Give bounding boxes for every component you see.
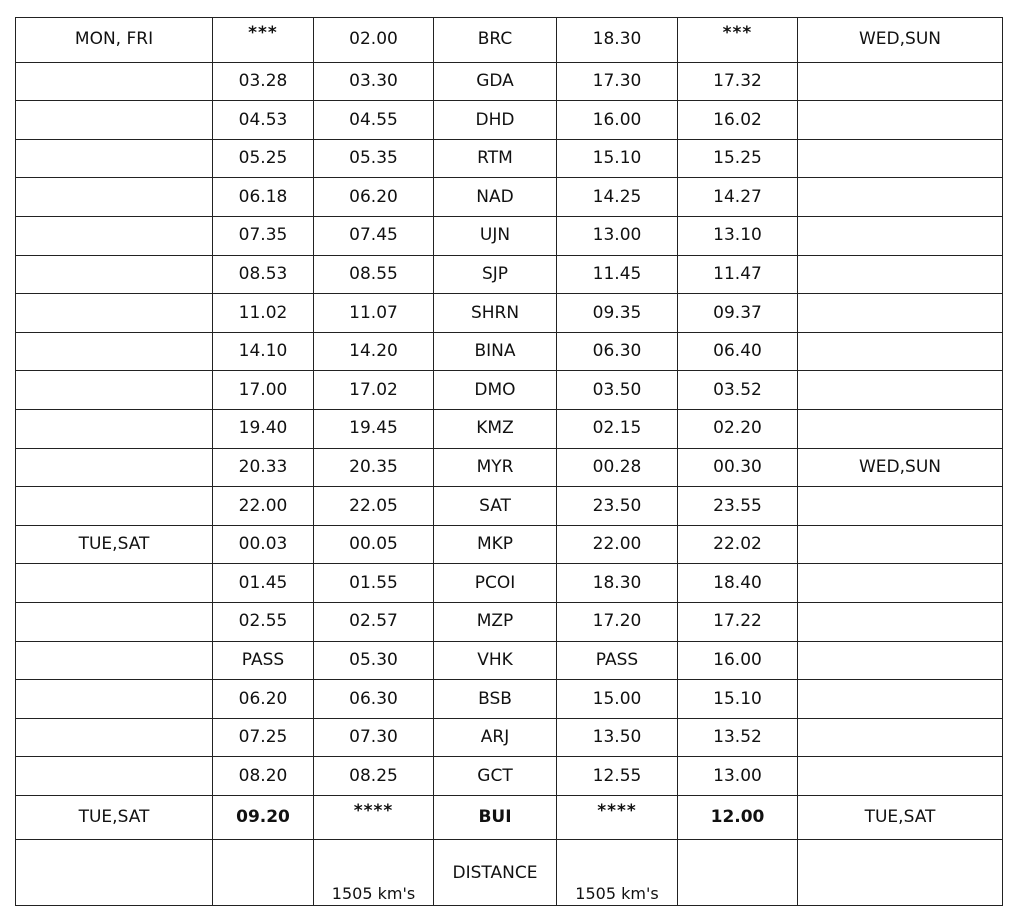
departure-down-cell: 02.57 bbox=[314, 602, 434, 641]
days-right-cell bbox=[798, 332, 1003, 371]
departure-down-cell: 17.02 bbox=[314, 371, 434, 410]
timetable-row bbox=[16, 409, 1003, 448]
departure-up-cell: 09.37 bbox=[678, 294, 798, 333]
days-left-cell bbox=[16, 255, 213, 294]
empty-cell bbox=[213, 840, 314, 906]
station-code-cell: DMO bbox=[434, 371, 557, 410]
days-right-cell bbox=[798, 409, 1003, 448]
arrival-down-cell: 17.00 bbox=[213, 371, 314, 410]
days-left-cell bbox=[16, 487, 213, 526]
timetable-row bbox=[16, 718, 1003, 757]
departure-up-cell: 13.52 bbox=[678, 718, 798, 757]
departure-down-cell: 07.45 bbox=[314, 216, 434, 255]
departure-down-cell: 04.55 bbox=[314, 101, 434, 140]
days-left-cell bbox=[16, 718, 213, 757]
days-left-cell bbox=[16, 101, 213, 140]
arrival-up-cell: 15.10 bbox=[557, 139, 678, 178]
departure-up-cell: 02.20 bbox=[678, 409, 798, 448]
days-right-cell bbox=[798, 564, 1003, 603]
days-right-cell bbox=[798, 525, 1003, 564]
empty-cell bbox=[678, 840, 798, 906]
station-code-cell: RTM bbox=[434, 139, 557, 178]
arrival-up-cell: 16.00 bbox=[557, 101, 678, 140]
departure-down-cell: 08.55 bbox=[314, 255, 434, 294]
departure-up-cell: 06.40 bbox=[678, 332, 798, 371]
departure-up-cell: 17.22 bbox=[678, 602, 798, 641]
station-code-cell: BUI bbox=[434, 795, 557, 840]
station-code-cell: VHK bbox=[434, 641, 557, 680]
days-right-cell: WED,SUN bbox=[798, 18, 1003, 63]
arrival-up-cell: 15.00 bbox=[557, 680, 678, 719]
departure-up-cell: 17.32 bbox=[678, 62, 798, 101]
arrival-up-cell: **** bbox=[557, 795, 678, 840]
timetable-body bbox=[16, 18, 1003, 906]
departure-up-cell: 12.00 bbox=[678, 795, 798, 840]
days-right-cell bbox=[798, 101, 1003, 140]
departure-down-cell: 19.45 bbox=[314, 409, 434, 448]
arrival-up-cell: 18.30 bbox=[557, 564, 678, 603]
timetable-row bbox=[16, 255, 1003, 294]
arrival-down-cell: 07.35 bbox=[213, 216, 314, 255]
up-distance-cell: 1505 km's bbox=[557, 840, 678, 906]
departure-down-cell: 01.55 bbox=[314, 564, 434, 603]
days-left-cell bbox=[16, 641, 213, 680]
arrival-down-cell: 08.53 bbox=[213, 255, 314, 294]
arrival-up-cell: 13.00 bbox=[557, 216, 678, 255]
departure-down-cell: 11.07 bbox=[314, 294, 434, 333]
days-right-cell bbox=[798, 602, 1003, 641]
days-right-cell bbox=[798, 487, 1003, 526]
departure-up-cell: 13.10 bbox=[678, 216, 798, 255]
station-code-cell: MZP bbox=[434, 602, 557, 641]
departure-up-cell: 16.02 bbox=[678, 101, 798, 140]
timetable-row bbox=[16, 487, 1003, 526]
arrival-down-cell: 02.55 bbox=[213, 602, 314, 641]
arrival-up-cell: 17.20 bbox=[557, 602, 678, 641]
timetable-row bbox=[16, 178, 1003, 217]
station-code-cell: GCT bbox=[434, 757, 557, 796]
departure-up-cell: 03.52 bbox=[678, 371, 798, 410]
station-code-cell: BRC bbox=[434, 18, 557, 63]
arrival-up-cell: 18.30 bbox=[557, 18, 678, 63]
station-code-cell: MKP bbox=[434, 525, 557, 564]
station-code-cell: ARJ bbox=[434, 718, 557, 757]
days-left-cell bbox=[16, 139, 213, 178]
days-left-cell bbox=[16, 757, 213, 796]
timetable-row bbox=[16, 294, 1003, 333]
departure-up-cell: 00.30 bbox=[678, 448, 798, 487]
departure-down-cell: 06.20 bbox=[314, 178, 434, 217]
days-left-cell: MON, FRI bbox=[16, 18, 213, 63]
arrival-up-cell: 17.30 bbox=[557, 62, 678, 101]
distance-row bbox=[16, 840, 1003, 906]
arrival-down-cell: 01.45 bbox=[213, 564, 314, 603]
arrival-up-cell: 02.15 bbox=[557, 409, 678, 448]
days-left-cell bbox=[16, 564, 213, 603]
days-left-cell bbox=[16, 680, 213, 719]
timetable-row bbox=[16, 564, 1003, 603]
train-timetable bbox=[15, 17, 1003, 906]
days-left-cell: TUE,SAT bbox=[16, 795, 213, 840]
days-left-cell bbox=[16, 409, 213, 448]
days-right-cell: WED,SUN bbox=[798, 448, 1003, 487]
departure-up-cell: *** bbox=[678, 18, 798, 63]
arrival-down-cell: 00.03 bbox=[213, 525, 314, 564]
arrival-down-cell: 14.10 bbox=[213, 332, 314, 371]
departure-up-cell: 14.27 bbox=[678, 178, 798, 217]
arrival-down-cell: 06.20 bbox=[213, 680, 314, 719]
days-left-cell bbox=[16, 294, 213, 333]
days-right-cell: TUE,SAT bbox=[798, 795, 1003, 840]
days-right-cell bbox=[798, 757, 1003, 796]
departure-up-cell: 13.00 bbox=[678, 757, 798, 796]
station-code-cell: SAT bbox=[434, 487, 557, 526]
departure-down-cell: **** bbox=[314, 795, 434, 840]
distance-label-cell: DISTANCE bbox=[434, 840, 557, 906]
arrival-up-cell: 03.50 bbox=[557, 371, 678, 410]
timetable-row bbox=[16, 448, 1003, 487]
days-left-cell bbox=[16, 216, 213, 255]
departure-down-cell: 20.35 bbox=[314, 448, 434, 487]
arrival-down-cell: 08.20 bbox=[213, 757, 314, 796]
departure-down-cell: 22.05 bbox=[314, 487, 434, 526]
departure-up-cell: 15.10 bbox=[678, 680, 798, 719]
station-code-cell: SJP bbox=[434, 255, 557, 294]
terminus-row bbox=[16, 795, 1003, 840]
departure-down-cell: 14.20 bbox=[314, 332, 434, 371]
arrival-down-cell: 03.28 bbox=[213, 62, 314, 101]
departure-up-cell: 15.25 bbox=[678, 139, 798, 178]
days-right-cell bbox=[798, 178, 1003, 217]
days-right-cell bbox=[798, 680, 1003, 719]
departure-up-cell: 23.55 bbox=[678, 487, 798, 526]
arrival-up-cell: 12.55 bbox=[557, 757, 678, 796]
down-distance-cell: 1505 km's bbox=[314, 840, 434, 906]
departure-up-cell: 16.00 bbox=[678, 641, 798, 680]
arrival-down-cell: 11.02 bbox=[213, 294, 314, 333]
timetable-row bbox=[16, 602, 1003, 641]
timetable-row bbox=[16, 101, 1003, 140]
station-code-cell: BSB bbox=[434, 680, 557, 719]
days-right-cell bbox=[798, 641, 1003, 680]
station-code-cell: KMZ bbox=[434, 409, 557, 448]
station-code-cell: UJN bbox=[434, 216, 557, 255]
arrival-down-cell: 06.18 bbox=[213, 178, 314, 217]
arrival-down-cell: 04.53 bbox=[213, 101, 314, 140]
station-code-cell: NAD bbox=[434, 178, 557, 217]
timetable-row bbox=[16, 18, 1003, 63]
departure-down-cell: 08.25 bbox=[314, 757, 434, 796]
departure-down-cell: 05.30 bbox=[314, 641, 434, 680]
departure-up-cell: 11.47 bbox=[678, 255, 798, 294]
timetable-row bbox=[16, 216, 1003, 255]
days-right-cell bbox=[798, 139, 1003, 178]
timetable-row bbox=[16, 680, 1003, 719]
station-code-cell: BINA bbox=[434, 332, 557, 371]
departure-down-cell: 00.05 bbox=[314, 525, 434, 564]
arrival-up-cell: 11.45 bbox=[557, 255, 678, 294]
days-left-cell bbox=[16, 602, 213, 641]
arrival-up-cell: 00.28 bbox=[557, 448, 678, 487]
days-left-cell bbox=[16, 178, 213, 217]
station-code-cell: MYR bbox=[434, 448, 557, 487]
timetable-row bbox=[16, 757, 1003, 796]
arrival-down-cell: *** bbox=[213, 18, 314, 63]
days-right-cell bbox=[798, 255, 1003, 294]
timetable-row bbox=[16, 62, 1003, 101]
arrival-down-cell: 09.20 bbox=[213, 795, 314, 840]
departure-down-cell: 03.30 bbox=[314, 62, 434, 101]
days-left-cell bbox=[16, 371, 213, 410]
arrival-down-cell: 07.25 bbox=[213, 718, 314, 757]
arrival-up-cell: 13.50 bbox=[557, 718, 678, 757]
arrival-up-cell: 14.25 bbox=[557, 178, 678, 217]
departure-down-cell: 06.30 bbox=[314, 680, 434, 719]
days-right-cell bbox=[798, 371, 1003, 410]
arrival-up-cell: PASS bbox=[557, 641, 678, 680]
arrival-up-cell: 09.35 bbox=[557, 294, 678, 333]
days-left-cell bbox=[16, 448, 213, 487]
arrival-up-cell: 22.00 bbox=[557, 525, 678, 564]
station-code-cell: PCOI bbox=[434, 564, 557, 603]
timetable-row bbox=[16, 371, 1003, 410]
departure-down-cell: 02.00 bbox=[314, 18, 434, 63]
timetable-row bbox=[16, 139, 1003, 178]
station-code-cell: SHRN bbox=[434, 294, 557, 333]
days-left-cell bbox=[16, 62, 213, 101]
arrival-down-cell: 05.25 bbox=[213, 139, 314, 178]
station-code-cell: DHD bbox=[434, 101, 557, 140]
departure-down-cell: 07.30 bbox=[314, 718, 434, 757]
arrival-down-cell: 20.33 bbox=[213, 448, 314, 487]
days-left-cell: TUE,SAT bbox=[16, 525, 213, 564]
empty-cell bbox=[798, 840, 1003, 906]
arrival-up-cell: 23.50 bbox=[557, 487, 678, 526]
timetable-row bbox=[16, 641, 1003, 680]
departure-up-cell: 22.02 bbox=[678, 525, 798, 564]
departure-up-cell: 18.40 bbox=[678, 564, 798, 603]
days-right-cell bbox=[798, 216, 1003, 255]
timetable-row bbox=[16, 332, 1003, 371]
empty-cell bbox=[16, 840, 213, 906]
arrival-up-cell: 06.30 bbox=[557, 332, 678, 371]
arrival-down-cell: PASS bbox=[213, 641, 314, 680]
arrival-down-cell: 19.40 bbox=[213, 409, 314, 448]
station-code-cell: GDA bbox=[434, 62, 557, 101]
days-right-cell bbox=[798, 718, 1003, 757]
arrival-down-cell: 22.00 bbox=[213, 487, 314, 526]
days-right-cell bbox=[798, 294, 1003, 333]
days-right-cell bbox=[798, 62, 1003, 101]
departure-down-cell: 05.35 bbox=[314, 139, 434, 178]
timetable-row bbox=[16, 525, 1003, 564]
days-left-cell bbox=[16, 332, 213, 371]
